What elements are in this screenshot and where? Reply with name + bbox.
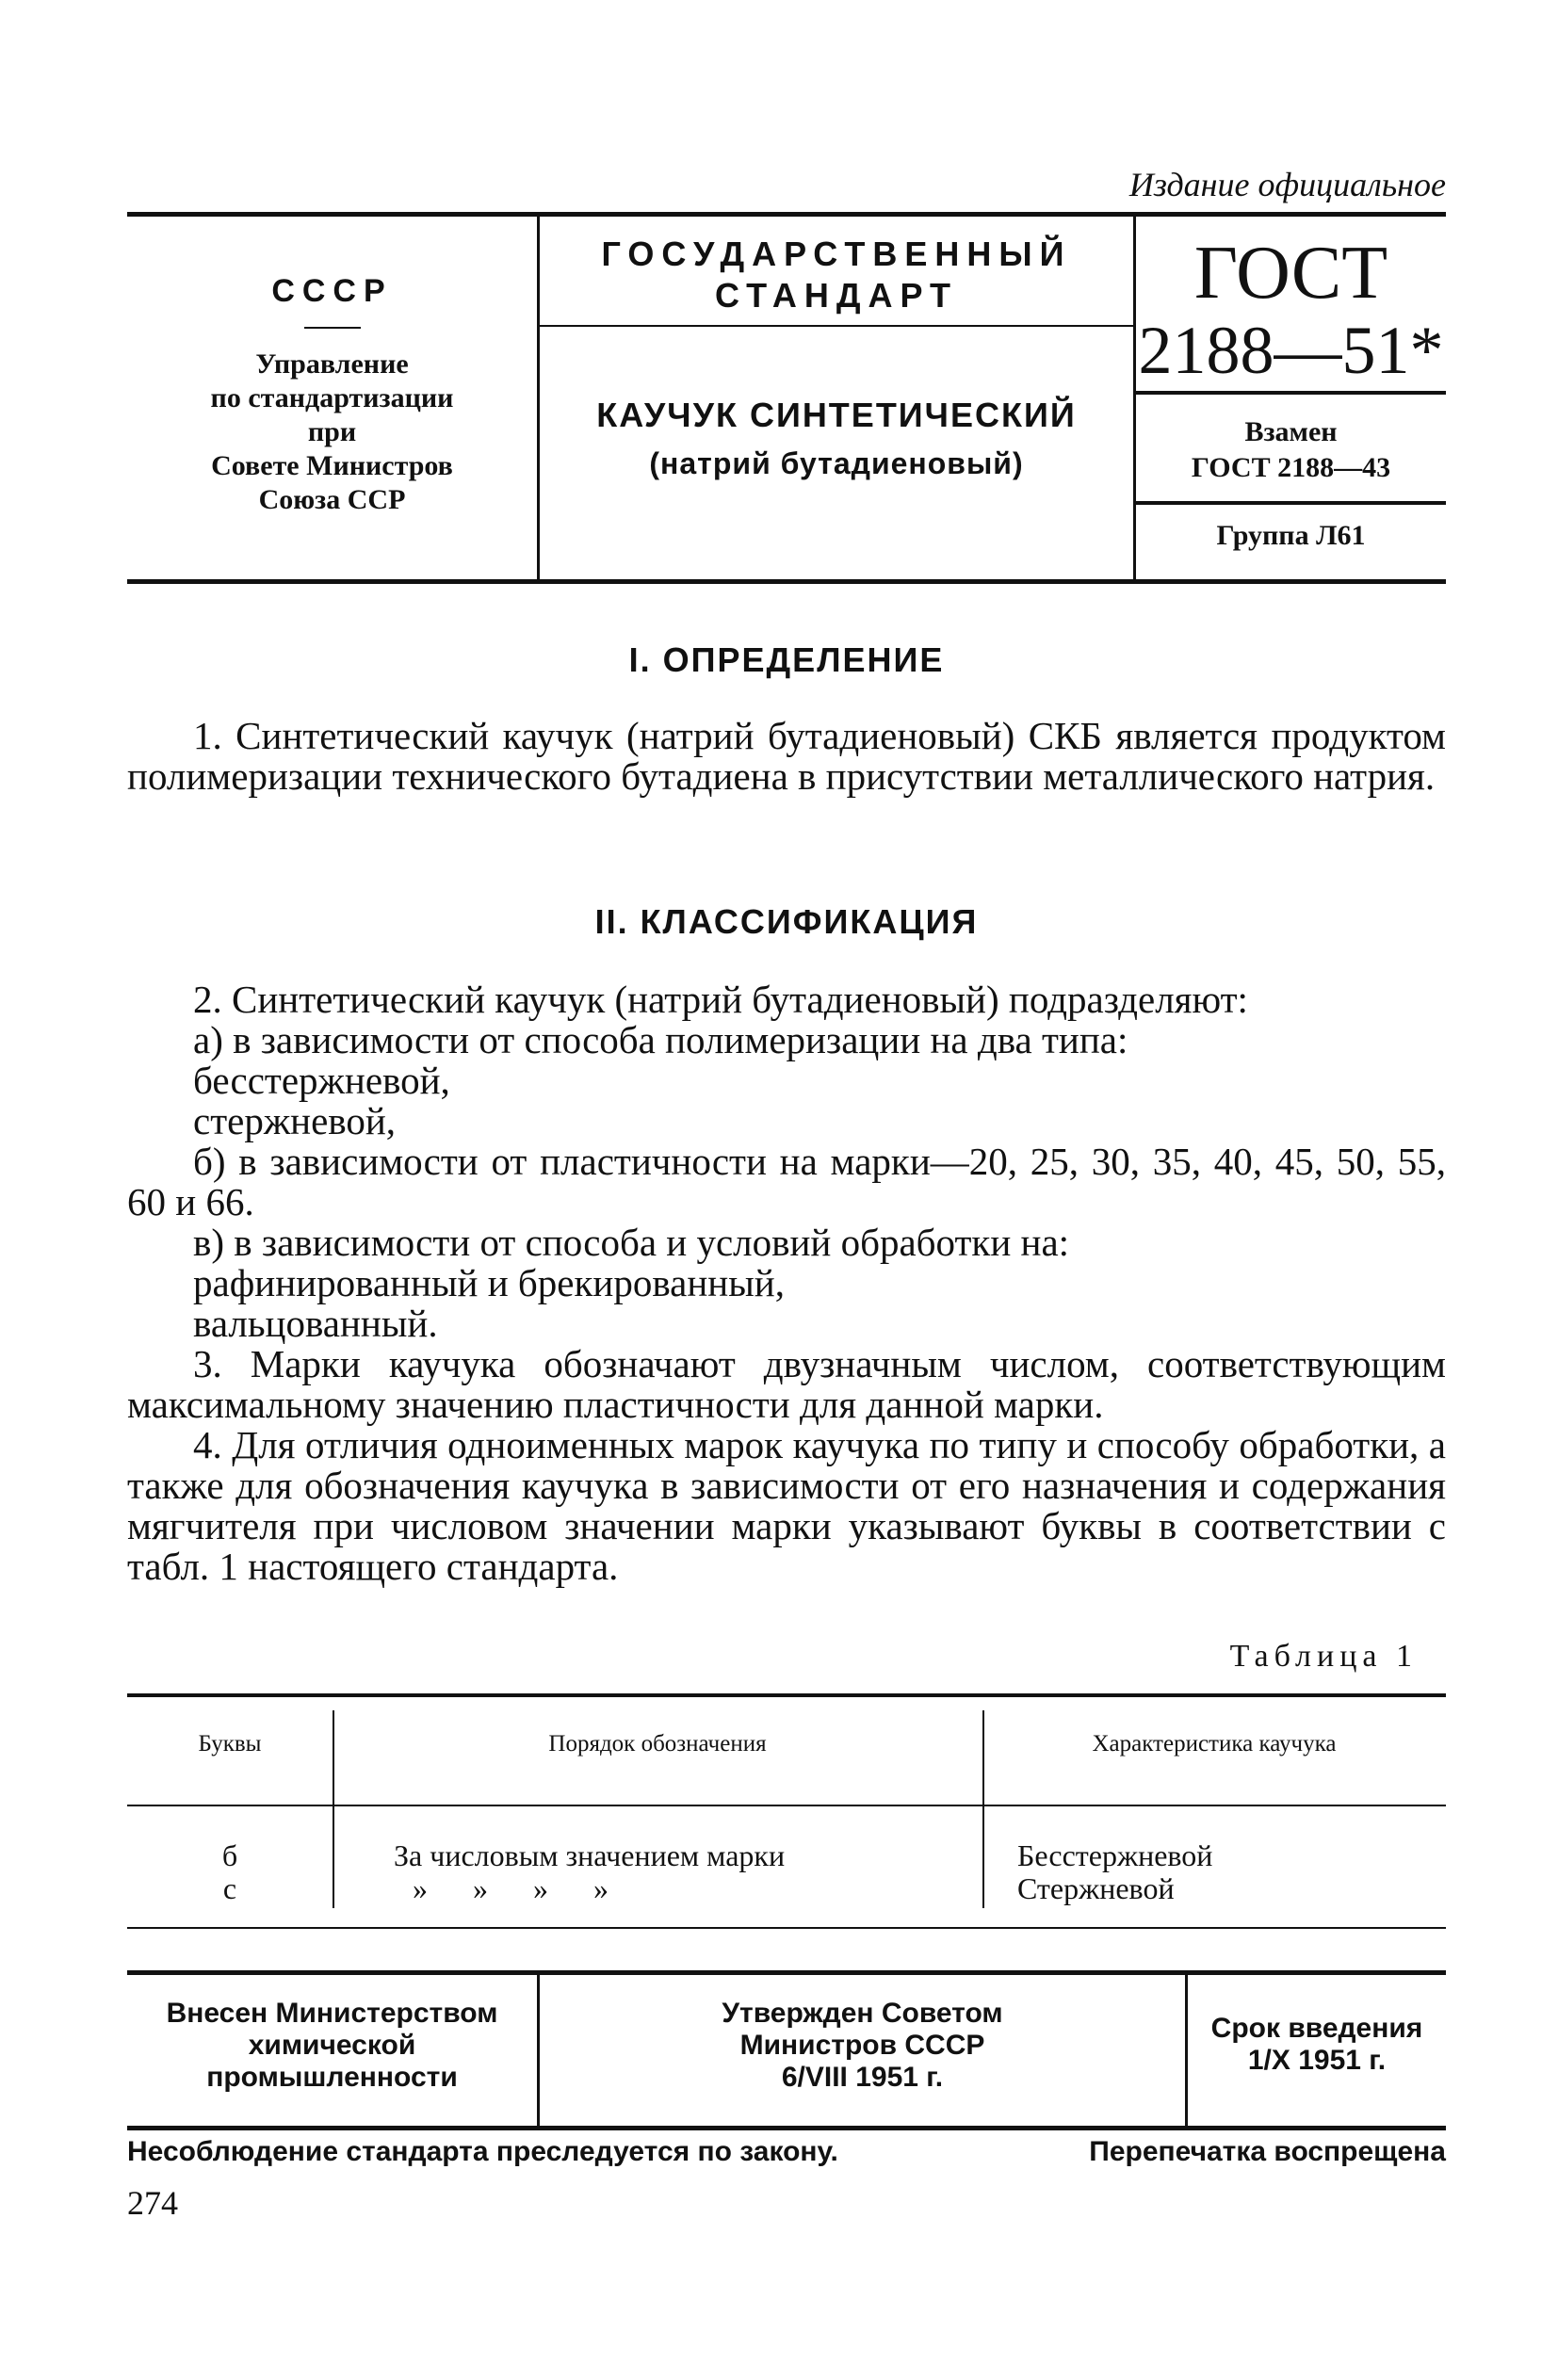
table-header-cell: Характеристика каучука [1092, 1731, 1337, 1757]
approved-line: 6/VIII 1951 г. [781, 2062, 944, 2093]
definition-text [127, 716, 1446, 797]
table-cell: б [221, 1838, 238, 1872]
table-cell: Бесстержневой [1017, 1838, 1213, 1872]
paragraph-1: 1. Синтетический каучук (натрий бутадиеновый) СКБ является продуктом полимеризации технического бутадиена в присутствии металлического натрия. [127, 714, 1446, 798]
paragraph-3: 3. Марки каучука обозначают двузначным числом, соответствующим максимальному значению пластичности для данной марки. [127, 1342, 1446, 1426]
country-label: СССР [271, 273, 393, 309]
approved-line: Министров СССР [739, 2030, 985, 2061]
effective-line: 1/Х 1951 г. [1247, 2045, 1387, 2076]
paragraph-2a-item: бесстержневой, [193, 1059, 450, 1102]
effective-line: Срок введения [1210, 2013, 1423, 2044]
paragraph-2: 2. Синтетический каучук (натрий бутадиеновый) подразделяют: [193, 978, 1248, 1021]
issuer-cell [127, 217, 540, 579]
table-rule [127, 1927, 1446, 1929]
product-subtitle: (натрий бутадиеновый) [649, 446, 1024, 480]
org-line: Союза ССР [258, 484, 406, 515]
legal-notice-left: Несоблюдение стандарта преследуется по закону. [127, 2136, 838, 2167]
introduced-cell [127, 1975, 540, 2126]
paragraph-2c-item: вальцованный. [193, 1302, 438, 1345]
table-rule [127, 1693, 1446, 1697]
group-divider [1136, 501, 1446, 505]
legal-notice [127, 2136, 1446, 2168]
gost-word: ГОСТ [1193, 232, 1388, 315]
table-cell: » » » » [413, 1871, 609, 1905]
gost-cell [1136, 217, 1446, 579]
table-rule [127, 1805, 1446, 1806]
introduced-line: химической [248, 2030, 416, 2061]
paragraph-2a: а) в зависимости от способа полимеризации на два типа: [193, 1018, 1128, 1061]
state-line: ГОСУДАРСТВЕННЫЙ [601, 235, 1072, 273]
header-box [127, 212, 1446, 584]
product-name: КАУЧУК СИНТЕТИЧЕСКИЙ [596, 396, 1077, 434]
effective-text [1188, 2013, 1446, 2077]
classification-text [127, 980, 1446, 1587]
approved-line: Утвержден Советом [722, 1998, 1003, 2029]
introduced-text [127, 1998, 537, 2094]
table-cell-characteristic [1017, 1839, 1441, 1905]
replaces-line: Взамен [1244, 416, 1338, 447]
state-line: СТАНДАРТ [715, 276, 958, 315]
state-standard-label [540, 234, 1133, 316]
org-line: Совете Министров [211, 450, 453, 481]
effective-cell [1188, 1975, 1446, 2126]
title-divider [540, 325, 1133, 327]
replaces-line: ГОСТ 2188—43 [1191, 452, 1391, 483]
paragraph-2b: б) в зависимости от пластичности на марки—20, 25, 30, 35, 40, 45, 50, 55, 60 и 66. [127, 1140, 1446, 1223]
paragraph-4: 4. Для отличия одноименных марок каучука по типу и способу обработки, а также для обозначения каучука в зависимости от его назначения и содержания мягчителя при числовом значении марки указывают буквы в соответствии с табл. 1 настоящего стандарта. [127, 1423, 1446, 1588]
section-title-definition: I. ОПРЕДЕЛЕНИЕ [628, 640, 945, 679]
gost-divider [1136, 391, 1446, 395]
org-line: при [307, 416, 357, 447]
gost-number: 2188—51* [1138, 313, 1444, 388]
org-line: по стандартизации [210, 382, 454, 413]
table-cell: За числовым значением марки [394, 1838, 786, 1872]
approved-cell [540, 1975, 1188, 2126]
product-title [540, 396, 1133, 481]
footer-box [127, 1970, 1446, 2130]
table-cell-letters [127, 1839, 333, 1905]
paragraph-2a-item: стержневой, [193, 1099, 397, 1142]
table-header-cell: Порядок обозначения [548, 1731, 767, 1757]
org-line: Управление [255, 348, 409, 380]
approved-text [540, 1998, 1185, 2094]
country-divider [304, 327, 361, 329]
introduced-line: Внесен Министерством [166, 1998, 498, 2029]
title-cell [540, 217, 1136, 579]
paragraph-2c: в) в зависимости от способа и условий обработки на: [193, 1221, 1070, 1264]
table-cell-order [394, 1839, 959, 1905]
page-number: 274 [127, 2184, 178, 2222]
section-title-classification: II. КЛАССИФИКАЦИЯ [594, 902, 979, 941]
legal-notice-right: Перепечатка воспрещена [1089, 2136, 1446, 2167]
table-cell: с [222, 1871, 237, 1905]
table-header-cell: Буквы [198, 1731, 262, 1757]
table-cell: Стержневой [1017, 1871, 1175, 1905]
replaces-label [1136, 414, 1446, 486]
paragraph-2c-item: рафинированный и брекированный, [193, 1261, 785, 1304]
group-label: Группа Л61 [1216, 520, 1366, 551]
edition-label: Издание официальное [1128, 166, 1446, 203]
table-caption: Таблица 1 [1229, 1639, 1418, 1674]
introduced-line: промышленности [206, 2062, 458, 2093]
